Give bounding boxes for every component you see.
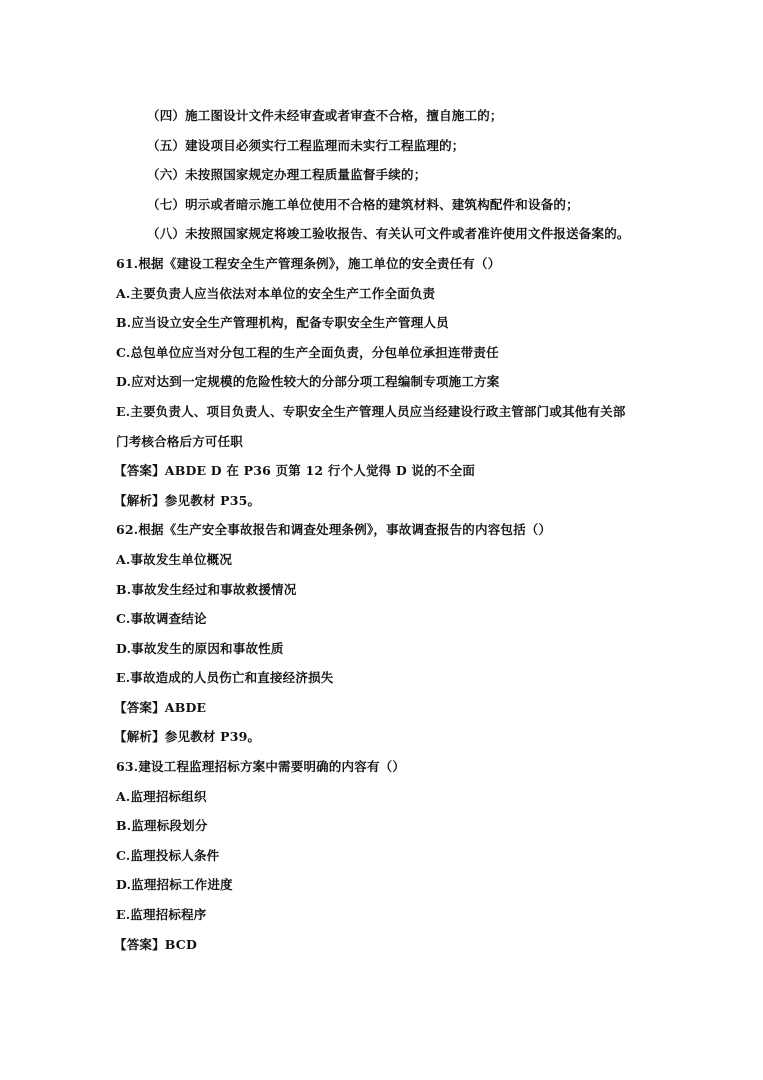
question-stem: 62.根据《生产安全事故报告和调查处理条例》，事故调查报告的内容包括（） [116,522,552,538]
answer: 【答案】BCD [114,936,197,952]
option-b: B.事故发生经过和事故救援情况 [116,581,297,597]
option-e: E.事故造成的人员伤亡和直接经济损失 [116,670,334,686]
carryover-item: （六）未按照国家规定办理工程质量监督手续的； [147,167,427,183]
option-c: C.总包单位应当对分包工程的生产全面负责，分包单位承担连带责任 [116,344,499,360]
question-stem: 61.根据《建设工程安全生产管理条例》，施工单位的安全责任有（） [116,255,501,271]
option-d: D.应对达到一定规模的危险性较大的分部分项工程编制专项施工方案 [116,374,500,390]
option-e-continued: 门考核合格后方可任职 [116,433,244,449]
carryover-item: （八）未按照国家规定将竣工验收报告、有关认可文件或者准许使用文件报送备案的。 [147,226,630,242]
analysis: 【解析】参见教材 P39。 [114,729,261,745]
document-page [0,101,763,959]
answer: 【答案】ABDE D 在 P36 页第 12 行个人觉得 D 说的不全面 [114,463,476,479]
question-stem: 63.建设工程监理招标方案中需要明确的内容有（） [116,759,406,775]
option-e: E.主要负责人、项目负责人、专职安全生产管理人员应当经建设行政主管部门或其他有关部 [116,403,626,419]
answer: 【答案】ABDE [114,699,207,715]
option-a: A.事故发生单位概况 [116,551,233,567]
option-d: D.事故发生的原因和事故性质 [116,640,284,656]
analysis: 【解析】参见教材 P35。 [114,492,261,508]
option-c: C.监理投标人条件 [116,847,220,863]
carryover-item: （七）明示或者暗示施工单位使用不合格的建筑材料、建筑构配件和设备的； [147,196,579,212]
option-c: C.事故调查结论 [116,611,207,627]
question-62 [0,515,763,752]
option-b: B.应当设立安全生产管理机构，配备专职安全生产管理人员 [116,315,449,331]
carryover-item: （五）建设项目必须实行工程监理而未实行工程监理的； [147,137,465,153]
option-a: A.监理招标组织 [116,788,207,804]
option-a: A.主要负责人应当依法对本单位的安全生产工作全面负责 [116,285,436,301]
question-61 [0,249,763,515]
carryover-list [0,101,763,249]
option-b: B.监理标段划分 [116,818,208,834]
option-e: E.监理招标程序 [116,907,207,923]
question-63 [0,752,763,959]
option-d: D.监理招标工作进度 [116,877,233,893]
carryover-item: （四）施工图设计文件未经审查或者审查不合格，擅自施工的； [147,108,503,123]
